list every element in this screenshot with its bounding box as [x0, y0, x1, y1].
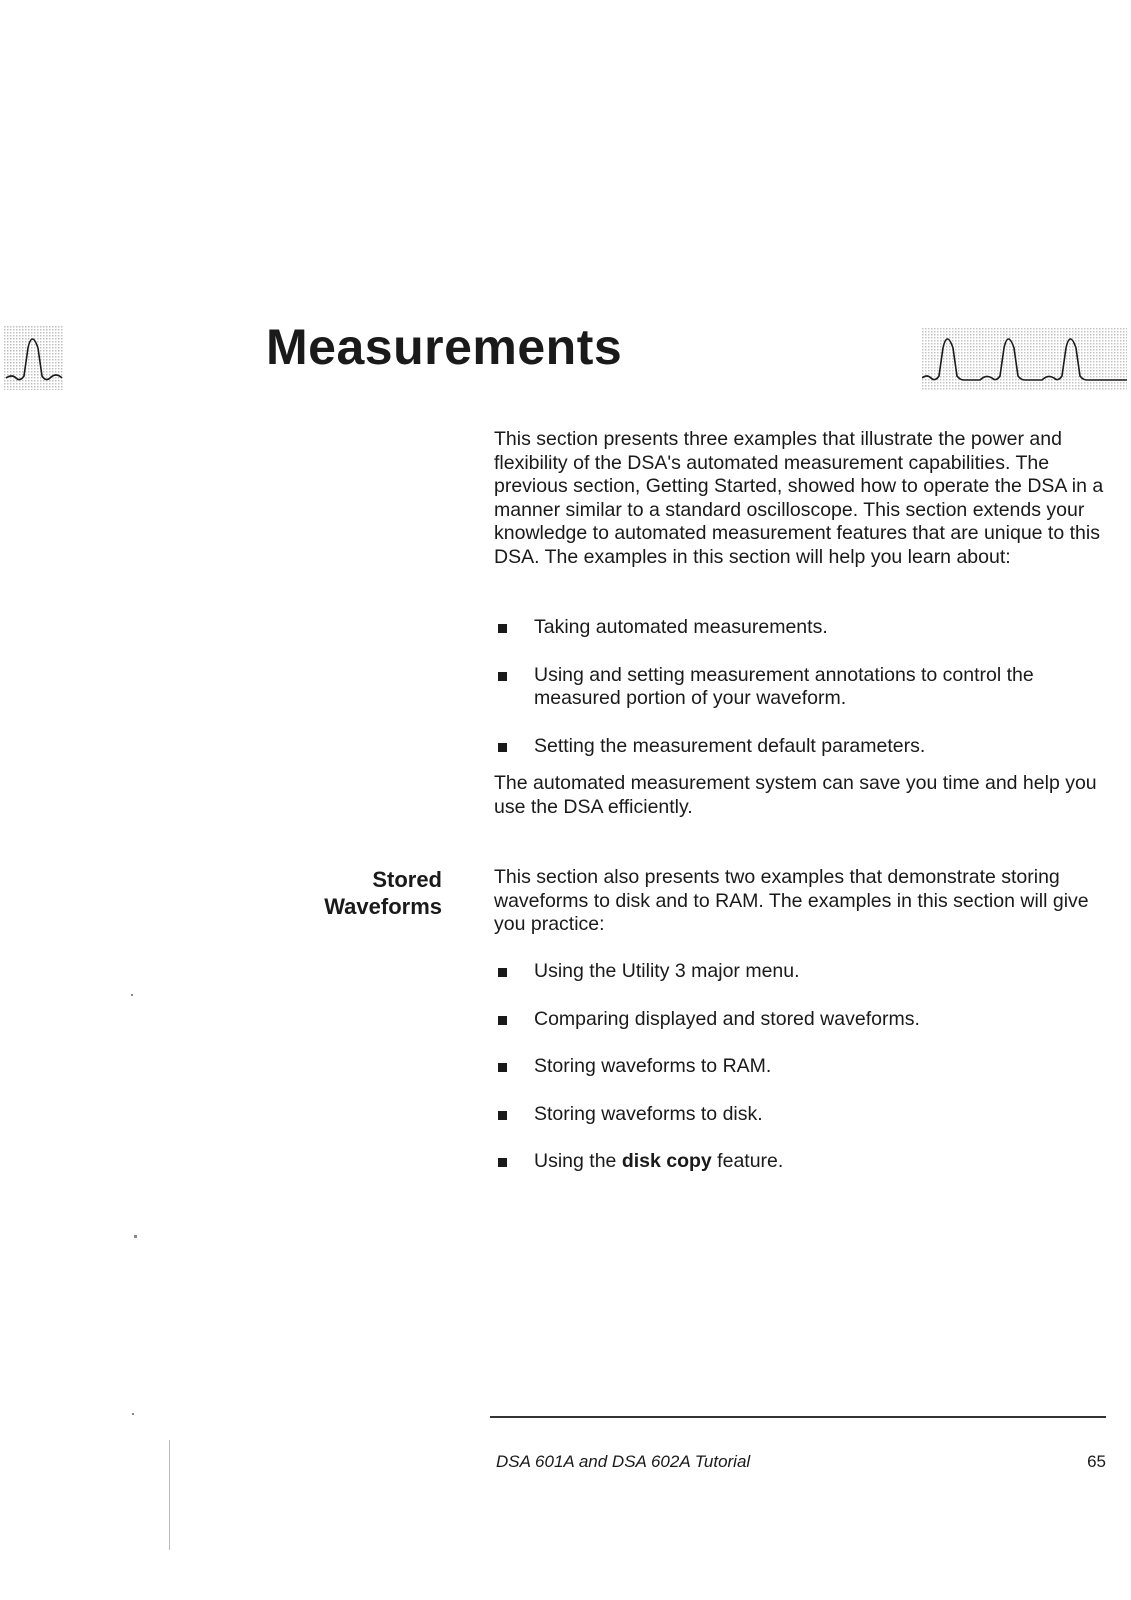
waveform-pulse-icon [4, 326, 64, 390]
section-heading-stored-waveforms [280, 866, 442, 920]
list-item [494, 1150, 1106, 1174]
list-item-text: Setting the measurement default parameters. [534, 734, 926, 757]
list-item [494, 1055, 1106, 1079]
bullet-square-icon [498, 624, 507, 633]
scan-speck [131, 994, 133, 996]
text-segment: feature. [711, 1150, 784, 1172]
list-item [494, 616, 1106, 640]
heading-line: Waveforms [324, 894, 442, 919]
list-item-text: Using the Utility 3 major menu. [534, 960, 800, 982]
list-item-text [534, 1150, 783, 1172]
bullet-square-icon [498, 1016, 507, 1025]
list-item-text: Storing waveforms to disk. [534, 1102, 763, 1125]
intro-paragraph: This section presents three examples that illustrate the power and flexibility of the DSA's automated measurement capabilities. The previous section, Getting Started, showed how to operate the DSA in a manner similar to a standard oscilloscope. This section extends your knowledge to automated measurement features that are unique to this DSA. The examples in this section will help you learn about: [494, 428, 1104, 568]
waveform-pulse-train-icon [922, 328, 1127, 390]
scan-speck [169, 1440, 170, 1550]
footer-rule [490, 1416, 1106, 1418]
stored-waveforms-list [494, 960, 1106, 1198]
stored-waveforms-paragraph: This section also presents two examples that demonstrate storing waveforms to disk and to RAM. The examples in this section will give you practice: [494, 866, 1089, 935]
list-item [494, 960, 1106, 984]
list-item [494, 1103, 1106, 1127]
list-item-text: Using and setting measurement annotations to control the measured portion of your waveform. [534, 663, 1034, 709]
list-item-text: Comparing displayed and stored waveforms. [534, 1007, 920, 1030]
list-item [494, 664, 1106, 711]
scan-speck [132, 1413, 134, 1415]
page-number: 65 [1087, 1452, 1106, 1471]
bullet-square-icon [498, 1063, 507, 1072]
bullet-square-icon [498, 743, 507, 752]
text-segment: Using the [534, 1150, 622, 1172]
list-item [494, 1008, 1106, 1032]
measurement-topics-list [494, 616, 1106, 758]
scan-speck [134, 1235, 137, 1238]
page-title: Measurements [266, 319, 623, 375]
bold-term: disk copy [621, 1150, 712, 1172]
list-item [494, 735, 1106, 759]
heading-line: Stored [372, 867, 442, 892]
footer-manual-title: DSA 601A and DSA 602A Tutorial [496, 1452, 751, 1471]
list-item-text: Storing waveforms to RAM. [534, 1055, 772, 1077]
bullet-square-icon [498, 1158, 507, 1167]
outro-paragraph: The automated measurement system can save you time and help you use the DSA efficiently. [494, 772, 1097, 818]
bullet-square-icon [498, 1111, 507, 1120]
bullet-square-icon [498, 672, 507, 681]
list-item-text: Taking automated measurements. [534, 616, 828, 638]
bullet-square-icon [498, 968, 507, 977]
